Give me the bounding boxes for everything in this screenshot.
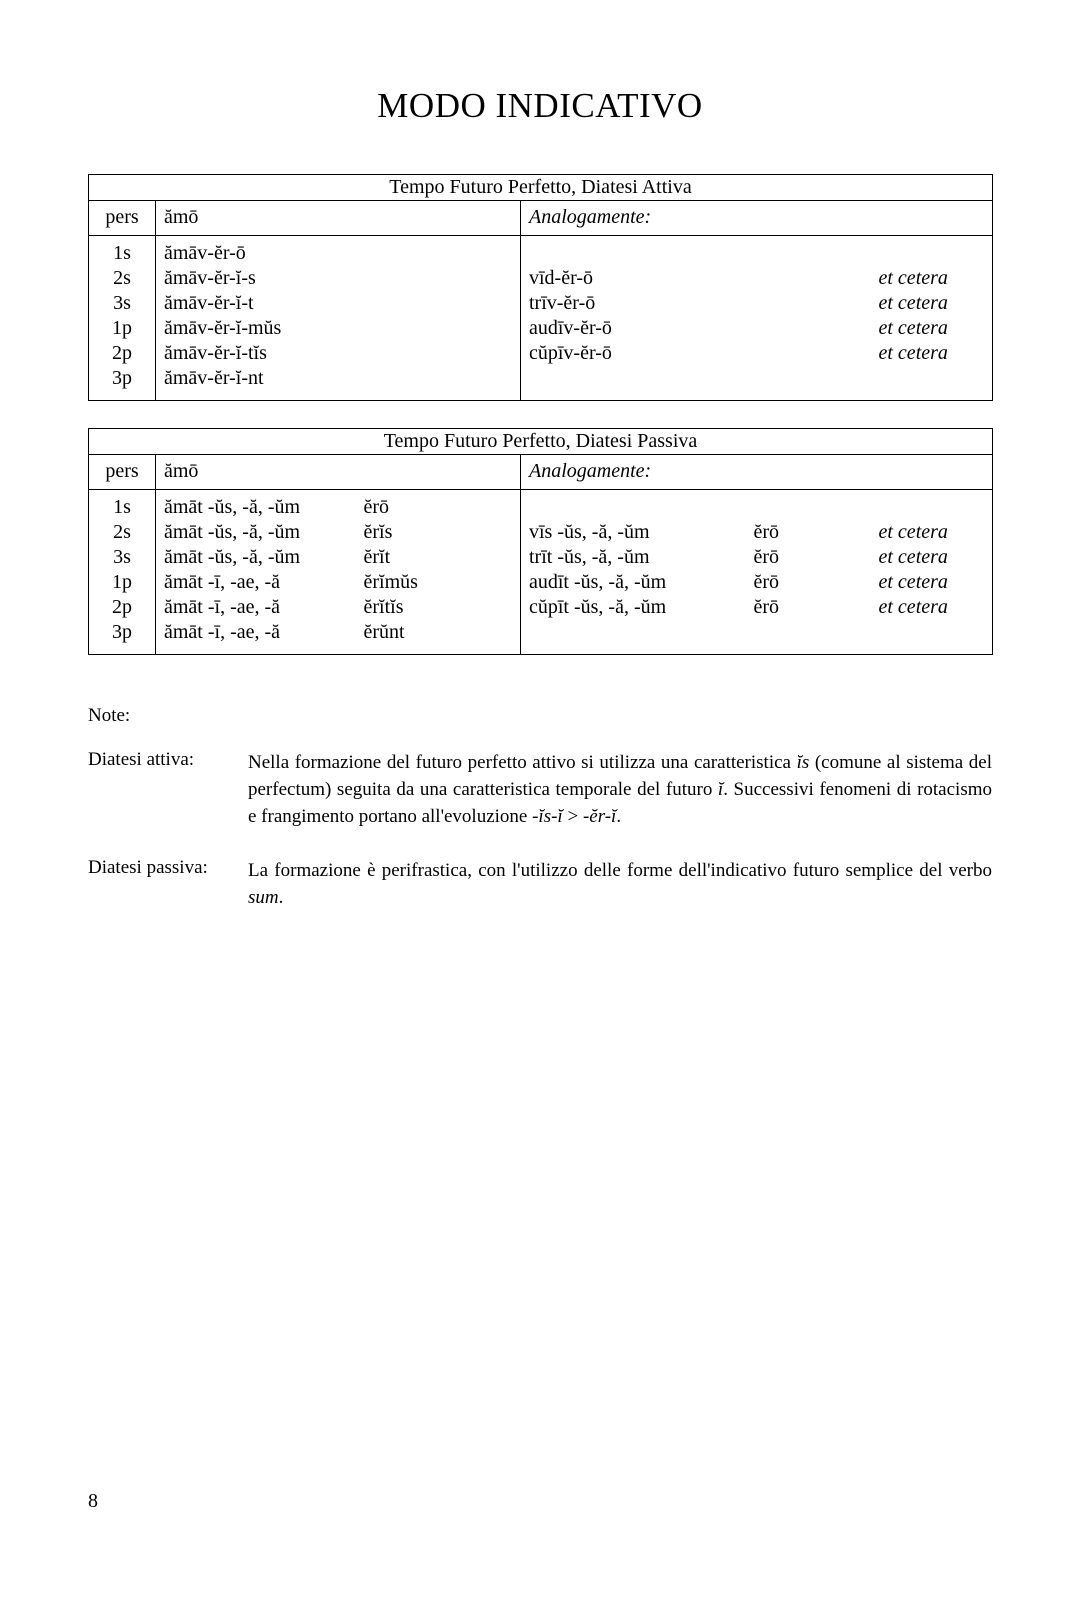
etcetera-cell: et cetera	[878, 342, 948, 364]
header-pers: pers	[89, 201, 156, 236]
note-label: Diatesi passiva:	[88, 857, 208, 878]
table-row	[89, 545, 993, 570]
table-header-row	[89, 201, 993, 236]
pers-cell: 2s	[89, 520, 156, 545]
form-cell: ămāv-ĕr-ĭ-t	[156, 291, 521, 316]
header-verb: ămō	[156, 201, 521, 236]
form-cell: ămāv-ĕr-ĭ-tĭs	[156, 341, 521, 366]
note-active-voice	[88, 749, 992, 830]
table-title: Tempo Futuro Perfetto, Diatesi Passiva	[89, 429, 993, 455]
pers-cell: 3p	[89, 620, 156, 655]
etcetera-cell: et cetera	[878, 292, 948, 314]
table-row	[89, 620, 993, 655]
auxiliary-cell: ĕrĭt	[356, 545, 521, 570]
participle-cell: ămāt -ŭs, -ă, -ŭm	[164, 521, 301, 543]
participle-cell: ămāt -ŭs, -ă, -ŭm	[164, 496, 301, 518]
notes-section	[88, 705, 992, 911]
note-text-segment: La formazione è perifrastica, con l'utilizzo delle forme dell'indicativo futuro semplice del verbo	[248, 860, 992, 881]
page-title: MODO INDICATIVO	[377, 86, 703, 125]
note-text-segment: Nella formazione del futuro perfetto attivo si utilizza una caratteristica	[248, 752, 797, 773]
form-cell: ămāv-ĕr-ō	[156, 236, 521, 267]
pers-cell: 2p	[89, 595, 156, 620]
header-verb: ămō	[156, 455, 521, 490]
etcetera-cell: et cetera	[878, 546, 948, 568]
etcetera-cell	[871, 366, 993, 401]
pers-cell: 2s	[89, 266, 156, 291]
analog-auxiliary-cell: ĕrō	[753, 546, 780, 568]
analog-participle-cell: cŭpīt -ŭs, -ă, -ŭm	[529, 596, 667, 618]
form-cell: ămāv-ĕr-ĭ-nt	[156, 366, 521, 401]
note-text-segment: >	[562, 806, 583, 827]
participle-cell: ămāt -ī, -ae, -ă	[164, 571, 281, 593]
auxiliary-cell: ĕrŭnt	[356, 620, 521, 655]
table-row	[89, 366, 993, 401]
pers-cell: 3s	[89, 545, 156, 570]
etcetera-cell: et cetera	[878, 596, 948, 618]
header-pers: pers	[89, 455, 156, 490]
note-text-segment-italic: ĭ	[717, 779, 724, 800]
pers-cell: 1s	[89, 236, 156, 267]
table-title-row	[89, 175, 993, 201]
table-row	[89, 266, 993, 291]
auxiliary-cell: ĕrĭtĭs	[356, 595, 521, 620]
analog-cell: cŭpīv-ĕr-ō	[529, 342, 612, 364]
table-title: Tempo Futuro Perfetto, Diatesi Attiva	[89, 175, 993, 201]
analog-cell	[521, 236, 871, 267]
etcetera-cell: et cetera	[878, 317, 948, 339]
analog-participle-cell: trīt -ŭs, -ă, -ŭm	[529, 546, 650, 568]
participle-cell: ămāt -ī, -ae, -ă	[164, 621, 281, 643]
table-row	[89, 490, 993, 521]
note-text-segment: .	[616, 806, 622, 827]
analog-auxiliary-cell: ĕrō	[753, 596, 780, 618]
pers-cell: 1s	[89, 490, 156, 521]
header-analog: Analogamente:	[521, 455, 993, 490]
participle-cell: ămāt -ī, -ae, -ă	[164, 596, 281, 618]
header-analog: Analogamente:	[521, 201, 993, 236]
etcetera-cell: et cetera	[878, 267, 948, 289]
form-cell: ămāv-ĕr-ĭ-mŭs	[156, 316, 521, 341]
etcetera-cell	[871, 236, 993, 267]
table-row	[89, 316, 993, 341]
etcetera-cell	[871, 620, 993, 655]
note-label: Diatesi attiva:	[88, 749, 195, 770]
note-text-segment-italic: -ĭs-ĭ	[532, 806, 563, 827]
form-cell: ămāv-ĕr-ĭ-s	[156, 266, 521, 291]
etcetera-cell	[871, 490, 993, 521]
notes-heading: Note:	[88, 705, 131, 726]
table-row	[89, 595, 993, 620]
table-row	[89, 291, 993, 316]
page-number: 8	[88, 1490, 98, 1512]
pers-cell: 3s	[89, 291, 156, 316]
analog-participle-cell	[521, 490, 746, 521]
analog-cell: audīv-ĕr-ō	[529, 317, 612, 339]
analog-cell	[521, 366, 871, 401]
analog-cell: vīd-ĕr-ō	[529, 267, 594, 289]
table-row	[89, 236, 993, 267]
auxiliary-cell: ĕrĭs	[356, 520, 521, 545]
note-text-segment: (comune al sistema del perfectum) seguita da una caratteristica temporale del futuro	[248, 752, 992, 800]
pers-cell: 1p	[89, 570, 156, 595]
analog-participle-cell	[521, 620, 746, 655]
document-page	[0, 86, 1080, 911]
table-header-row	[89, 455, 993, 490]
analog-cell: trīv-ĕr-ō	[529, 292, 596, 314]
pers-cell: 1p	[89, 316, 156, 341]
auxiliary-cell: ĕrĭmŭs	[356, 570, 521, 595]
etcetera-cell: et cetera	[878, 521, 948, 543]
note-text-segment: . Successivi fenomeni di rotacismo e frangimento portano all'evoluzione	[248, 779, 992, 827]
table-title-row	[89, 429, 993, 455]
analog-auxiliary-cell	[746, 620, 871, 655]
note-text-segment-italic: sum	[248, 887, 279, 908]
note-passive-voice	[88, 857, 992, 911]
auxiliary-cell: ĕrō	[356, 490, 521, 521]
analog-auxiliary-cell: ĕrō	[753, 521, 780, 543]
active-voice-table	[88, 174, 993, 401]
note-text	[248, 857, 992, 911]
pers-cell: 2p	[89, 341, 156, 366]
analog-auxiliary-cell	[746, 490, 871, 521]
analog-participle-cell: vīs -ŭs, -ă, -ŭm	[529, 521, 650, 543]
table-row	[89, 570, 993, 595]
table-row	[89, 520, 993, 545]
passive-voice-table	[88, 428, 993, 655]
analog-auxiliary-cell: ĕrō	[753, 571, 780, 593]
table-row	[89, 341, 993, 366]
etcetera-cell: et cetera	[878, 571, 948, 593]
note-text-segment: .	[278, 887, 284, 908]
participle-cell: ămāt -ŭs, -ă, -ŭm	[164, 546, 301, 568]
note-text	[248, 749, 992, 830]
note-text-segment-italic: -ĕr-ĭ	[582, 806, 617, 827]
note-text-segment-italic: ĭs	[796, 752, 810, 773]
pers-cell: 3p	[89, 366, 156, 401]
analog-participle-cell: audīt -ŭs, -ă, -ŭm	[529, 571, 667, 593]
